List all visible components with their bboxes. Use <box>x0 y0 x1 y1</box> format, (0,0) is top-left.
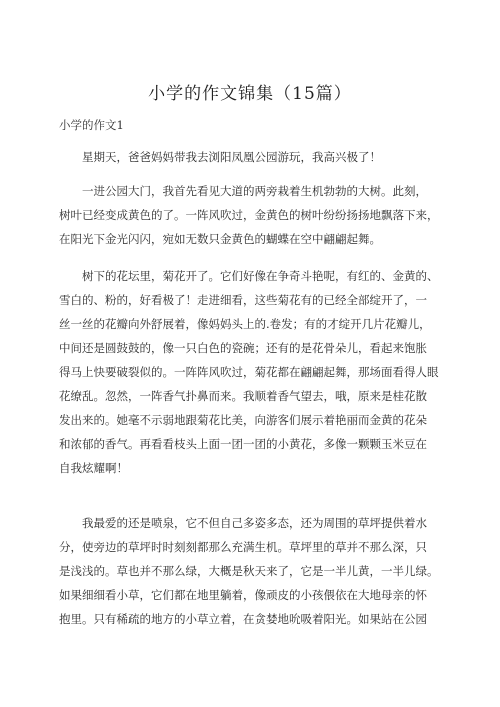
text-line: 是浅浅的。草也并不那么绿，大概是秋天来了，它是一半儿黄，一半儿绿。 <box>59 564 439 578</box>
text-line: 在阳光下金光闪闪，宛如无数只金黄色的蝴蝶在空中翩翩起舞。 <box>59 232 381 246</box>
text-line: 丝一丝的花瓣向外舒展着，像妈妈头上的.卷发；有的才绽开几片花瓣儿， <box>59 317 431 331</box>
paragraph-2 <box>59 179 439 251</box>
text-line: 一进公园大门，我首先看见大道的两旁栽着生机勃勃的大树。此刻， <box>59 184 427 198</box>
text-line: 如果细细看小草，它们都在地里躺着，像顽皮的小孩偎依在大地母亲的怀 <box>59 588 427 602</box>
section-heading: 小学的作文1 <box>59 118 124 132</box>
document-title: 小学的作文锦集（15篇） <box>148 84 352 104</box>
text-line: 分，使旁边的草坪时时刻刻都那么充满生机。草坪里的草并不那么深，只 <box>59 540 427 554</box>
text-line: 我最爱的还是喷泉，它不但自己多姿多态，还为周围的草坪提供着水 <box>59 516 427 530</box>
text-line: 雪白的、粉的，好看极了！走进细看，这些菊花有的已经全部绽开了，一 <box>59 293 427 307</box>
text-line: 树叶已经变成黄色的了。一阵风吹过，金黄色的树叶纷纷扬扬地飘落下来， <box>59 208 439 222</box>
paragraph-4 <box>59 511 439 631</box>
text-line: 得马上快要破裂似的。一阵阵风吹过，菊花都在翩翩起舞，那场面看得人眼 <box>59 365 439 379</box>
text-line: 和浓郁的香气。再看看枝头上面一团一团的小黄花，多像一颗颗玉米豆在 <box>59 437 427 451</box>
text-line: 发出来的。她毫不示弱地跟菊花比美，向游客们展示着艳丽而金黄的花朵 <box>59 413 427 427</box>
text-line: 花缭乱。忽然，一阵香气扑鼻而来。我顺着香气望去，哦，原来是桂花散 <box>59 389 427 403</box>
text-line: 中间还是圆鼓鼓的，像一只白色的瓷碗；还有的是花骨朵儿，看起来饱胀 <box>59 341 427 355</box>
text-line: 星期天，爸爸妈妈带我去浏阳凤凰公园游玩，我高兴极了！ <box>59 150 381 164</box>
paragraph-1 <box>59 145 381 169</box>
text-line: 抱里。只有稀疏的地方的小草立着，在贪婪地吮吸着阳光。如果站在公园 <box>59 612 427 626</box>
paragraph-3 <box>59 264 439 480</box>
text-line: 自我炫耀啊！ <box>59 461 128 475</box>
text-line: 树下的花坛里，菊花开了。它们好像在争奇斗艳呢，有红的、金黄的、 <box>59 269 439 283</box>
